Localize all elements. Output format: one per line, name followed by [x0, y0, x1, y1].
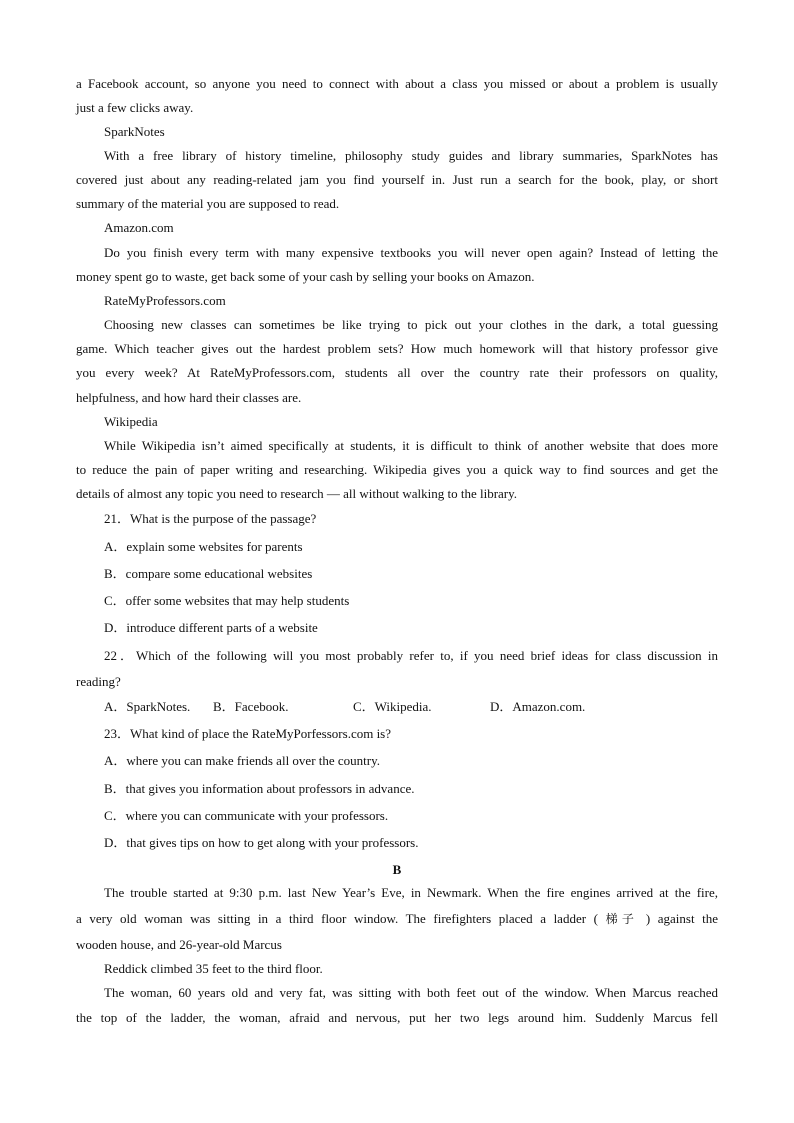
paragraph-line: The woman, 60 years old and very fat, was sitting with both feet out of the window. When Marcus reached	[104, 985, 718, 1000]
section-heading: SparkNotes	[104, 124, 165, 139]
q21-option-c: C．offer some websites that may help students	[104, 593, 350, 608]
paragraph-line: game. Which teacher gives out the hardest problem sets? How much homework will that history professor give	[76, 341, 718, 356]
q23-option-d: D．that gives tips on how to get along with your professors.	[104, 835, 419, 850]
paragraph-text: ) against the	[645, 911, 719, 926]
paragraph-line: covered just about any reading-related jam you find yourself in. Just run a search for the book, play, or short	[76, 172, 718, 187]
paragraph-line: you every week? At RateMyProfessors.com, students all over the country rate their professors on quality,	[76, 365, 718, 380]
paragraph-line: a Facebook account, so anyone you need to connect with about a class you missed or about a problem is usually	[76, 76, 718, 91]
section-heading: Wikipedia	[104, 414, 158, 429]
q21-option-d: D．introduce different parts of a website	[104, 620, 318, 635]
chinese-gloss: 梯子	[605, 912, 639, 926]
section-heading: Amazon.com	[104, 220, 174, 235]
paragraph-line: to reduce the pain of paper writing and researching. Wikipedia gives you a quick way to find sources and get the	[76, 462, 718, 477]
question-21: 21．What is the purpose of the passage?	[104, 511, 317, 526]
q22-option-d: D．Amazon.com.	[490, 699, 586, 714]
q23-option-c: C．where you can communicate with your professors.	[104, 808, 389, 823]
q22-options	[104, 699, 624, 715]
q22-option-b: B．Facebook.	[213, 699, 289, 714]
paragraph-line: the top of the ladder, the woman, afraid and nervous, put her two legs around him. Suddenly Marcus fell	[76, 1010, 718, 1025]
paragraph-line: The trouble started at 9:30 p.m. last New Year’s Eve, in Newmark. When the fire engines arrived at the fire,	[104, 885, 718, 900]
paragraph-line: With a free library of history timeline, philosophy study guides and library summaries, SparkNotes has	[104, 148, 718, 163]
question-22: 22．Which of the following will you most probably refer to, if you need brief ideas for class discussion in	[104, 648, 718, 663]
question-22-cont: reading?	[76, 674, 121, 689]
q22-option-c: C．Wikipedia.	[353, 699, 432, 714]
paragraph-line: summary of the material you are supposed to read.	[76, 196, 340, 211]
paragraph-text: a very old woman was sitting in a third floor window. The firefighters placed a ladder (	[76, 911, 598, 926]
q21-option-a: A．explain some websites for parents	[104, 539, 303, 554]
q21-option-b: B．compare some educational websites	[104, 566, 313, 581]
paragraph-line: details of almost any topic you need to research — all without walking to the library.	[76, 486, 518, 501]
paragraph-line-with-gloss	[76, 911, 718, 927]
section-heading: RateMyProfessors.com	[104, 293, 226, 308]
q23-option-a: A．where you can make friends all over the country.	[104, 753, 381, 768]
question-23: 23．What kind of place the RateMyPorfessors.com is?	[104, 726, 392, 741]
paragraph-line: While Wikipedia isn’t aimed specifically at students, it is difficult to think of another website that does more	[104, 438, 718, 453]
q22-option-a: A．SparkNotes.	[104, 699, 191, 714]
paragraph-line: Do you finish every term with many expensive textbooks you will never open again? Instead of letting the	[104, 245, 718, 260]
q23-option-b: B．that gives you information about professors in advance.	[104, 781, 415, 796]
paragraph-line: money spent go to waste, get back some of your cash by selling your books on Amazon.	[76, 269, 535, 284]
section-b-heading: B	[392, 862, 402, 877]
paragraph-line: wooden house, and 26-year-old Marcus	[76, 937, 282, 952]
paragraph-line: Reddick climbed 35 feet to the third floor.	[104, 961, 323, 976]
paragraph-line: Choosing new classes can sometimes be like trying to pick out your clothes in the dark, a total guessing	[104, 317, 718, 332]
paragraph-line: helpfulness, and how hard their classes are.	[76, 390, 302, 405]
paragraph-line: just a few clicks away.	[76, 100, 194, 115]
